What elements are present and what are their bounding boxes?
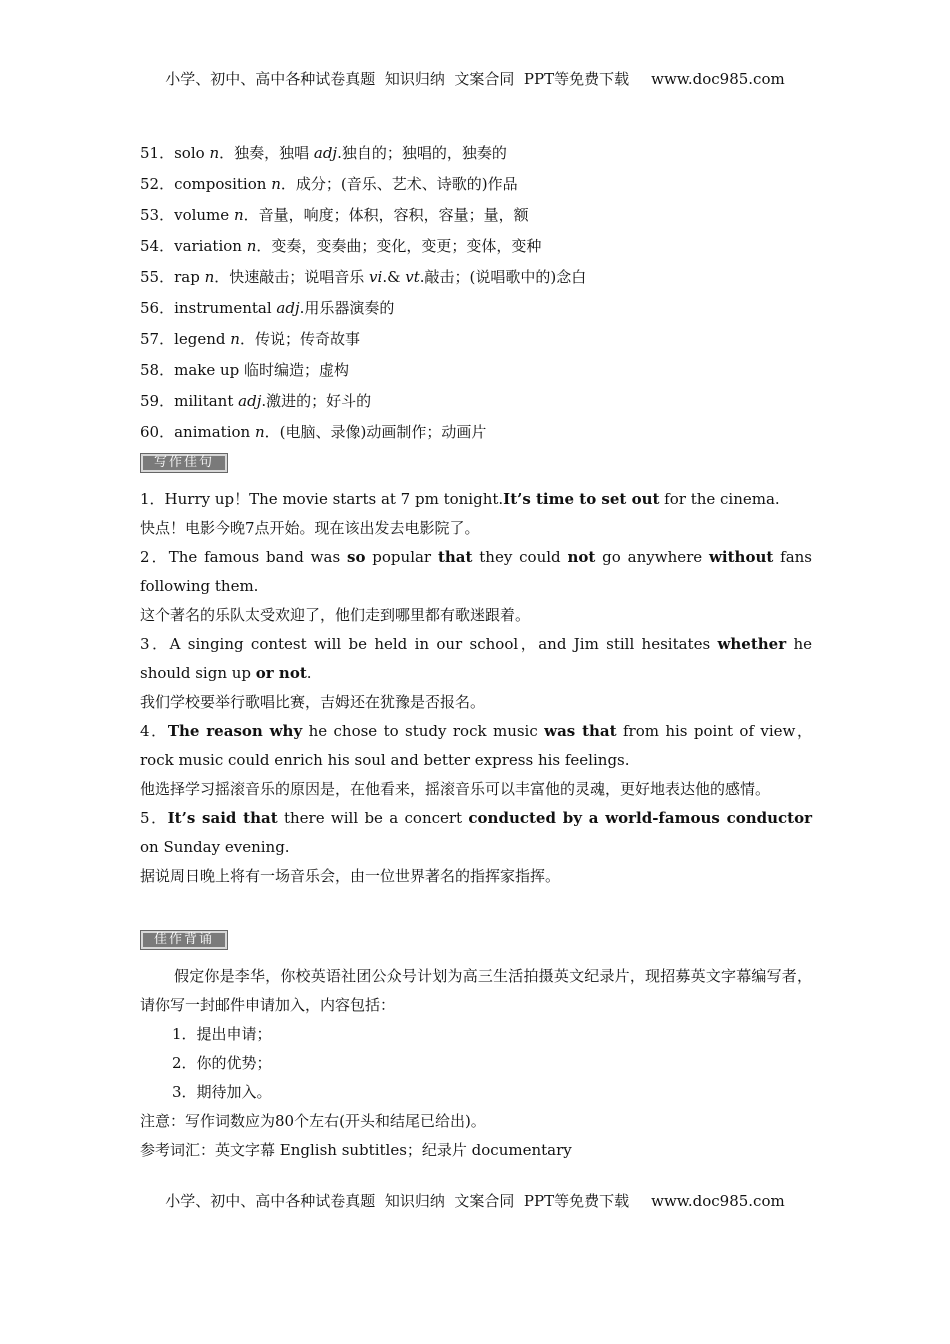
definition: 临时编造；虚构 bbox=[244, 361, 350, 379]
part-of-speech: n bbox=[209, 144, 220, 162]
sentence-zh: 我们学校要举行歌唱比赛，吉姆还在犹豫是否报名。 bbox=[140, 693, 486, 711]
page-footer bbox=[0, 1190, 950, 1211]
task-note: 注意：写作词数应为80个左右(开头和结尾已给出)。 bbox=[140, 1112, 486, 1130]
definition: .用乐器演奏的 bbox=[299, 299, 395, 317]
vocab-word: volume bbox=[174, 206, 230, 224]
footer-site: www.doc985.com bbox=[651, 1192, 785, 1210]
definition: ．快速敲击；说唱音乐 bbox=[214, 268, 370, 286]
task-vocab: 参考词汇：英文字幕 English subtitles；纪录片 documentary bbox=[140, 1141, 572, 1159]
part-of-speech: adj bbox=[313, 144, 338, 162]
sentence-en bbox=[140, 717, 812, 775]
section-title-writing-sentences: 写作佳句 bbox=[140, 453, 228, 473]
sentence-text: he chose to study rock music bbox=[302, 722, 545, 740]
vocab-word: militant bbox=[174, 392, 234, 410]
sentence-zh: 据说周日晚上将有一场音乐会，由一位世界著名的指挥家指挥。 bbox=[140, 867, 561, 885]
vocab-item bbox=[140, 386, 812, 417]
vocab-number: 51． bbox=[140, 144, 175, 162]
definition: ．传说；传奇故事 bbox=[239, 330, 360, 348]
part-of-speech: n bbox=[204, 268, 215, 286]
sentence-zh: 他选择学习摇滚音乐的原因是，在他看来，摇滚音乐可以丰富他的灵魂，更好地表达他的感情。 bbox=[140, 780, 771, 798]
key-phrase: It’s time to set out bbox=[503, 490, 660, 508]
vocab-number: 53． bbox=[140, 206, 175, 224]
vocab-number: 56． bbox=[140, 299, 175, 317]
definition: ．变奏，变奏曲；变化，变更；变体，变种 bbox=[256, 237, 542, 255]
footer-text: 小学、初中、高中各种试卷真题 知识归纳 文案合同 PPT等免费下载 bbox=[165, 1192, 630, 1210]
vocab-number: 60． bbox=[140, 423, 175, 441]
part-of-speech: adj bbox=[238, 392, 262, 410]
definition: ．成分；(音乐、艺术、诗歌的)作品 bbox=[280, 175, 518, 193]
sentence-list bbox=[140, 485, 812, 891]
key-phrase: not bbox=[567, 548, 596, 566]
part-of-speech: adj bbox=[276, 299, 300, 317]
vocab-word: animation bbox=[174, 423, 251, 441]
definition: .敲击；(说唱歌中的)念白 bbox=[419, 268, 587, 286]
definition: ．音量，响度；体积，容积，容量；量，额 bbox=[243, 206, 529, 224]
section-title-recitation: 佳作背诵 bbox=[140, 930, 228, 950]
sentence-en bbox=[140, 543, 812, 601]
sentence-text: 2．The famous band was bbox=[140, 548, 347, 566]
sentence-text: he should sign up bbox=[140, 635, 812, 682]
key-phrase: conducted by a world-famous conductor bbox=[468, 809, 813, 827]
vocab-item bbox=[140, 200, 812, 231]
sentence-text: 1．Hurry up！The movie starts at 7 pm tonight. bbox=[140, 490, 504, 508]
vocab-number: 52． bbox=[140, 175, 175, 193]
vocab-item bbox=[140, 417, 812, 448]
vocab-item bbox=[140, 324, 812, 355]
page-header bbox=[0, 68, 950, 89]
key-phrase: so bbox=[347, 548, 366, 566]
sentence-en bbox=[140, 485, 812, 514]
vocab-number: 55． bbox=[140, 268, 175, 286]
key-phrase: It’s said that bbox=[167, 809, 278, 827]
header-text: 小学、初中、高中各种试卷真题 知识归纳 文案合同 PPT等免费下载 bbox=[165, 70, 630, 88]
part-of-speech: n bbox=[233, 206, 244, 224]
sentence-en bbox=[140, 804, 812, 862]
vocab-item bbox=[140, 262, 812, 293]
sentence-text: for the cinema. bbox=[659, 490, 780, 508]
sentence-text: 4． bbox=[140, 722, 168, 740]
vocab-number: 57． bbox=[140, 330, 175, 348]
part-of-speech: n bbox=[246, 237, 257, 255]
sentence-text: there will be a concert bbox=[277, 809, 469, 827]
vocab-item bbox=[140, 293, 812, 324]
header-site: www.doc985.com bbox=[651, 70, 785, 88]
key-phrase: or not bbox=[255, 664, 307, 682]
sentence-text: 5． bbox=[140, 809, 168, 827]
sentence-text: on Sunday evening. bbox=[140, 838, 290, 856]
vocab-number: 58． bbox=[140, 361, 175, 379]
sentence-text: popular bbox=[365, 548, 438, 566]
definition: ．独奏，独唱 bbox=[219, 144, 314, 162]
key-phrase: The reason why bbox=[167, 722, 303, 740]
definition: .& bbox=[382, 268, 406, 286]
vocab-item bbox=[140, 138, 812, 169]
part-of-speech: vt bbox=[405, 268, 420, 286]
vocab-item bbox=[140, 169, 812, 200]
task-item: 2．你的优势； bbox=[172, 1054, 272, 1072]
key-phrase: that bbox=[437, 548, 473, 566]
sentence-text: fans following them. bbox=[140, 548, 813, 595]
vocab-word: variation bbox=[174, 237, 242, 255]
sentence-text: they could bbox=[472, 548, 568, 566]
writing-task bbox=[140, 962, 812, 1165]
sentence-en bbox=[140, 630, 812, 688]
vocab-item bbox=[140, 231, 812, 262]
sentence-text: from his point of view，rock music could enrich his soul and better express his feelings. bbox=[140, 722, 813, 769]
vocab-word: legend bbox=[174, 330, 226, 348]
part-of-speech: vi bbox=[369, 268, 383, 286]
vocab-word: make up bbox=[174, 361, 240, 379]
sentence-text: . bbox=[306, 664, 312, 682]
vocab-number: 54． bbox=[140, 237, 175, 255]
vocab-word: composition bbox=[174, 175, 267, 193]
sentence-zh: 快点！电影今晚7点开始。现在该出发去电影院了。 bbox=[140, 519, 480, 537]
sentence-text: go anywhere bbox=[595, 548, 710, 566]
definition: ．(电脑、录像)动画制作；动画片 bbox=[264, 423, 487, 441]
key-phrase: whether bbox=[717, 635, 787, 653]
part-of-speech: n bbox=[271, 175, 281, 193]
task-item: 1．提出申请； bbox=[172, 1025, 272, 1043]
definition: .激进的；好斗的 bbox=[261, 392, 372, 410]
definition: .独自的；独唱的，独奏的 bbox=[337, 144, 507, 162]
vocab-item bbox=[140, 355, 812, 386]
task-item: 3．期待加入。 bbox=[172, 1083, 272, 1101]
vocab-list bbox=[140, 138, 812, 448]
key-phrase: was that bbox=[544, 722, 617, 740]
vocab-word: solo bbox=[174, 144, 205, 162]
vocab-word: instrumental bbox=[174, 299, 272, 317]
sentence-text: 3．A singing contest will be held in our school，and Jim still hesitates bbox=[140, 635, 718, 653]
vocab-word: rap bbox=[174, 268, 200, 286]
task-intro: 假定你是李华，你校英语社团公众号计划为高三生活拍摄英文纪录片，现招募英文字幕编写者，请你写一封邮件申请加入，内容包括： bbox=[140, 967, 812, 1014]
part-of-speech: n bbox=[254, 423, 265, 441]
vocab-number: 59． bbox=[140, 392, 175, 410]
key-phrase: without bbox=[709, 548, 774, 566]
sentence-zh: 这个著名的乐队太受欢迎了，他们走到哪里都有歌迷跟着。 bbox=[140, 606, 531, 624]
part-of-speech: n bbox=[230, 330, 240, 348]
